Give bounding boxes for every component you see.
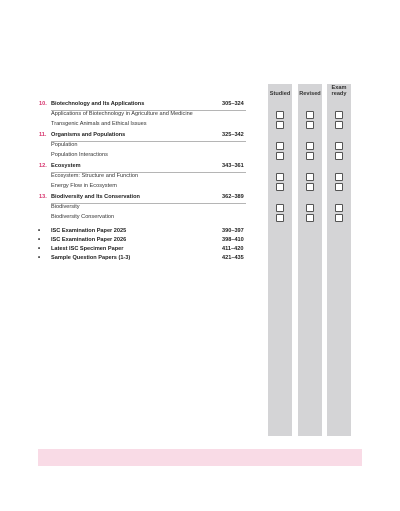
topic-label: Applications of Biotechnology in Agriculture and Medicine <box>51 111 193 117</box>
bullet-icon: • <box>38 246 41 252</box>
revised-checkbox[interactable] <box>306 214 314 222</box>
chapter-title: Ecosystem <box>51 163 81 169</box>
chapter-title: Biodiversity and Its Conservation <box>51 194 140 200</box>
exam-ready-checkbox[interactable] <box>335 152 343 160</box>
page-range: 305–324 <box>222 101 244 107</box>
topic-label: Biodiversity <box>51 204 80 210</box>
paper-title: ISC Examination Paper 2026 <box>51 237 127 243</box>
revised-checkbox[interactable] <box>306 204 314 212</box>
revised-checkbox[interactable] <box>306 142 314 150</box>
exam-ready-checkbox[interactable] <box>335 173 343 181</box>
studied-checkbox[interactable] <box>276 204 284 212</box>
chapter-number: 11. <box>39 132 47 138</box>
revised-checkbox[interactable] <box>306 111 314 119</box>
page-range: 421–435 <box>222 255 244 261</box>
studied-checkbox[interactable] <box>276 173 284 181</box>
revised-checkbox[interactable] <box>306 183 314 191</box>
page-range: 398–410 <box>222 237 244 243</box>
exam-ready-checkbox[interactable] <box>335 142 343 150</box>
paper-row <box>0 253 400 264</box>
studied-checkbox[interactable] <box>276 214 284 222</box>
page-range: 362–389 <box>222 194 244 200</box>
page-range: 325–342 <box>222 132 244 138</box>
footer-band <box>38 449 362 466</box>
studied-checkbox[interactable] <box>276 152 284 160</box>
topic-label: Biodiversity Conservation <box>51 214 115 220</box>
exam-ready-checkbox[interactable] <box>335 204 343 212</box>
topic-label: Population Interactions <box>51 152 108 158</box>
studied-checkbox[interactable] <box>276 111 284 119</box>
topic-label: Ecosystem: Structure and Function <box>51 173 139 179</box>
studied-checkbox[interactable] <box>276 121 284 129</box>
page-range: 390–397 <box>222 228 244 234</box>
revised-checkbox[interactable] <box>306 152 314 160</box>
revised-column-header: Revised <box>299 91 321 97</box>
page-range: 411–420 <box>222 246 244 252</box>
page-range: 343–361 <box>222 163 244 169</box>
studied-checkbox[interactable] <box>276 183 284 191</box>
chapter-title: Biotechnology and Its Applications <box>51 101 145 107</box>
topic-label: Population <box>51 142 78 148</box>
exam-ready-checkbox[interactable] <box>335 214 343 222</box>
bullet-icon: • <box>38 237 41 243</box>
chapter-number: 13. <box>39 194 47 200</box>
studied-column-header: Studied <box>269 91 291 97</box>
exam-ready-column-header: Exam ready <box>331 85 347 97</box>
chapter-number: 12. <box>39 163 47 169</box>
chapter-title: Organisms and Populations <box>51 132 126 138</box>
revised-checkbox[interactable] <box>306 121 314 129</box>
paper-title: ISC Examination Paper 2025 <box>51 228 127 234</box>
topic-label: Transgenic Animals and Ethical Issues <box>51 121 147 127</box>
topic-label: Energy Flow in Ecosystem <box>51 183 117 189</box>
paper-title: Latest ISC Specimen Paper <box>51 246 124 252</box>
exam-ready-checkbox[interactable] <box>335 183 343 191</box>
studied-checkbox[interactable] <box>276 142 284 150</box>
paper-title: Sample Question Papers (1-3) <box>51 255 131 261</box>
revised-checkbox[interactable] <box>306 173 314 181</box>
exam-ready-checkbox[interactable] <box>335 121 343 129</box>
bullet-icon: • <box>38 255 41 261</box>
bullet-icon: • <box>38 228 41 234</box>
chapter-number: 10. <box>39 101 47 107</box>
exam-ready-checkbox[interactable] <box>335 111 343 119</box>
